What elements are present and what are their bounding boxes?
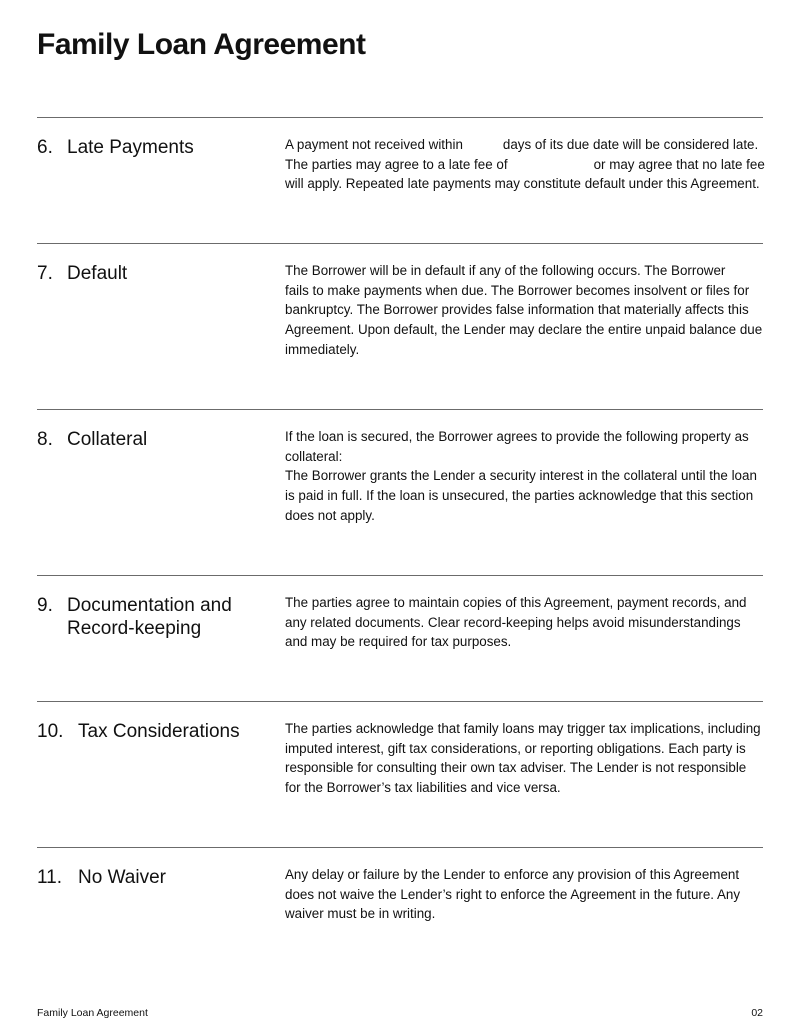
section-body: [285, 593, 763, 652]
section-heading: [37, 720, 267, 743]
body-line: immediately.: [285, 341, 360, 357]
section-tax: [37, 701, 763, 796]
section-number: 8.: [37, 429, 53, 450]
body-line: If the loan is secured, the Borrower agrees to provide the following property as: [285, 429, 749, 444]
body-text: or may agree that no late fee: [593, 156, 765, 172]
section-body: [285, 427, 763, 526]
footer-document-title: Family Loan Agreement: [37, 1007, 148, 1019]
section-heading: [37, 136, 267, 159]
section-documentation: [37, 575, 763, 650]
body-line: for the Borrower’s tax liabilities and vice versa.: [285, 780, 561, 796]
body-line: bankruptcy. The Borrower provides false information that materially affects this: [285, 302, 749, 318]
section-heading: [37, 594, 267, 640]
body-text: A payment not received within: [285, 137, 463, 152]
body-line: The parties agree to maintain copies of this Agreement, payment records, and: [285, 595, 747, 610]
body-line: [285, 155, 763, 175]
section-body: [285, 719, 763, 798]
section-number: 9.: [37, 595, 53, 616]
section-heading: [37, 866, 267, 889]
body-line: imputed interest, gift tax considerations, or reporting obligations. Each party is: [285, 740, 746, 756]
body-text: The parties may agree to a late fee of: [285, 156, 508, 172]
body-line: will apply. Repeated late payments may constitute default under this Agreement.: [285, 176, 760, 192]
body-line: does not apply.: [285, 507, 375, 523]
body-line: [285, 135, 763, 155]
page-number: 02: [751, 1007, 763, 1019]
section-number: 6.: [37, 137, 53, 158]
page-title: Family Loan Agreement: [37, 28, 366, 61]
section-title: No Waiver: [78, 867, 166, 888]
body-line: waiver must be in writing.: [285, 906, 436, 922]
section-number: 7.: [37, 263, 53, 284]
body-line: does not waive the Lender’s right to enforce the Agreement in the future. Any: [285, 886, 741, 902]
section-number: 10.: [37, 721, 64, 742]
section-body: [285, 135, 763, 194]
section-collateral: [37, 409, 763, 523]
body-line: collateral:: [285, 448, 343, 464]
body-line: Agreement. Upon default, the Lender may declare the entire unpaid balance due: [285, 322, 763, 338]
body-line: responsible for consulting their own tax adviser. The Lender is not responsible: [285, 760, 747, 776]
section-number: 11.: [37, 867, 63, 888]
body-line: The Borrower will be in default if any of the following occurs. The Borrower: [285, 263, 726, 278]
section-body: [285, 261, 763, 360]
body-line: fails to make payments when due. The Borrower becomes insolvent or files for: [285, 282, 750, 298]
section-heading: [37, 428, 267, 451]
section-title: Collateral: [67, 429, 148, 450]
section-late-payments: [37, 117, 765, 192]
section-body: [285, 865, 763, 924]
body-line: The Borrower grants the Lender a security interest in the collateral until the loan: [285, 468, 757, 484]
section-default: [37, 243, 763, 357]
section-heading: [37, 262, 267, 285]
body-line: any related documents. Clear record-keeping helps avoid misunderstandings: [285, 614, 741, 630]
section-title: Tax Considerations: [78, 721, 240, 742]
section-title: Default: [67, 263, 128, 284]
body-text: days of its due date will be considered late.: [502, 137, 759, 152]
body-line: is paid in full. If the loan is unsecured, the parties acknowledge that this section: [285, 488, 754, 504]
body-line: Any delay or failure by the Lender to enforce any provision of this Agreement: [285, 867, 740, 882]
body-line: and may be required for tax purposes.: [285, 634, 512, 650]
section-title: Documentation and Record-keeping: [67, 595, 232, 639]
section-no-waiver: [37, 847, 763, 922]
section-title: Late Payments: [67, 137, 194, 158]
body-line: The parties acknowledge that family loans may trigger tax implications, including: [285, 721, 761, 736]
